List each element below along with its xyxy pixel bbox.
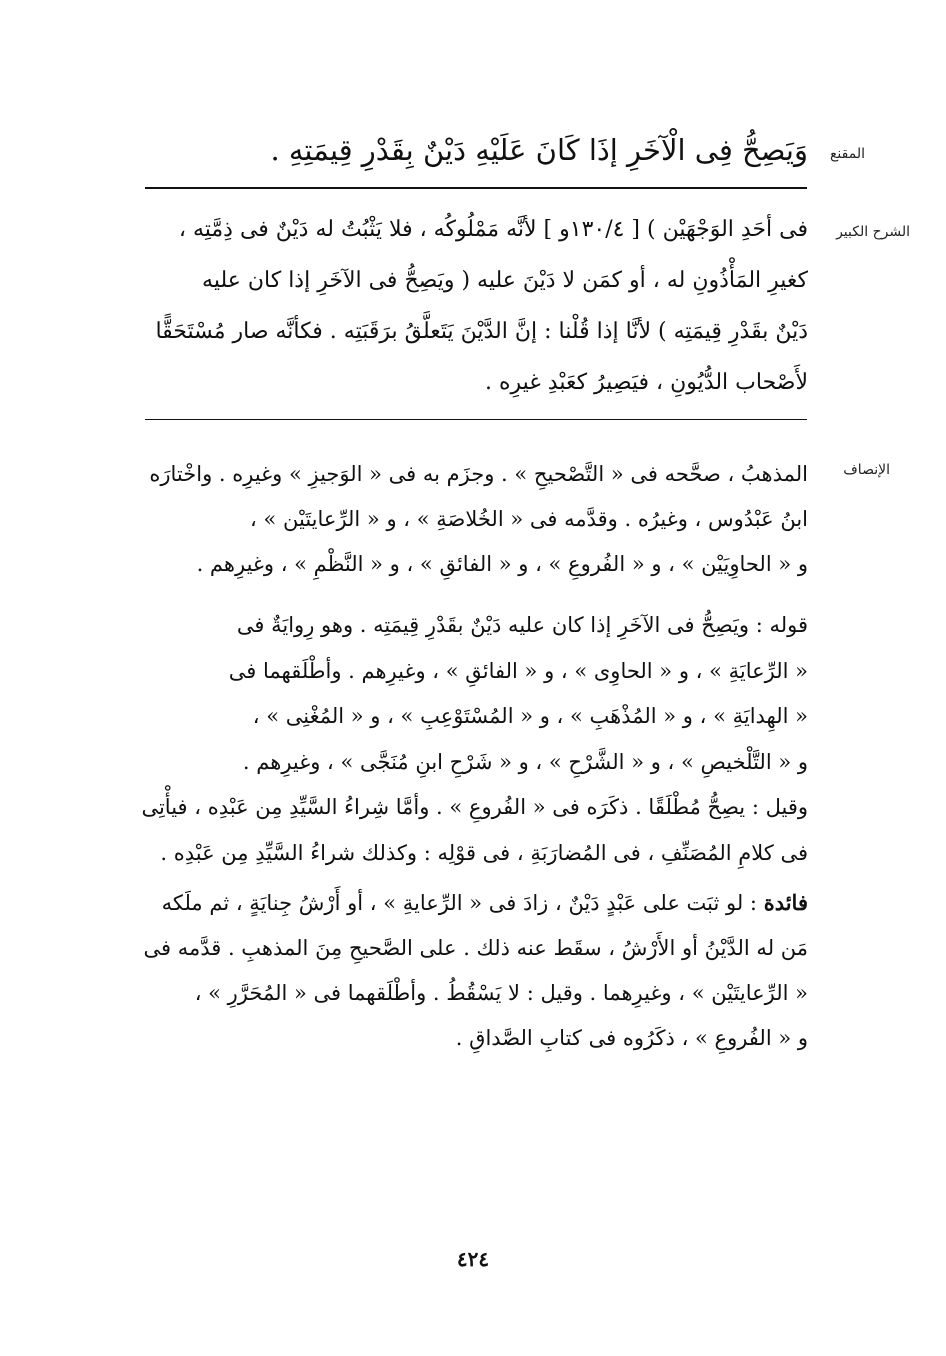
sharh-line: لأَصْحاب الدُّيُونِ ، فيَصِيرُ كعَبْدِ غيرِه . — [485, 370, 808, 395]
insaf-line: قوله : ويَصِحُّ فى الآخَرِ إذا كان عليه دَيْنٌ بقَدْرِ قِيمَتِه . وهو رِوايَةٌ فى — [236, 613, 808, 637]
matn-line: وَيَصِحُّ فِى الْآخَرِ إذَا كَانَ عَلَيْهِ دَيْنٌ بِقَدْرِ قِيمَتِهِ . — [270, 133, 808, 167]
insaf-line — [138, 880, 808, 926]
insaf-line: و « التَّلْخيصِ » ، و « الشَّرْحِ » ، و « شَرْحِ ابنِ مُنَجَّى » ، وغيرِهم . — [242, 749, 808, 774]
insaf-line: مَن له الدَّيْنُ أو الأَرْشُ ، سقَط عنه ذلك . على الصَّحيحِ مِنَ المذهبِ . قدَّمه فى — [143, 936, 808, 960]
matn-text — [138, 128, 808, 172]
insaf-line: و « الفُروعِ » ، ذكَرُوه فى كتابِ الصَّداقِ . — [455, 1026, 808, 1050]
insaf-line: « الرِّعايتَيْن » ، وغيرِهما . وقيل : لا يَسْقُطُ . وأطْلَقهما فى « المُحَرَّرِ » ، — [194, 981, 808, 1005]
sharh-line: دَيْنٌ بقَدْرِ قِيمَتِه ) لأنَّا إذا قُلْنا : إنَّ الدَّيْنَ يَتَعلَّقُ برَقَبَتِه . فكأنَّه صار مُسْتَحَقًّا — [155, 319, 808, 344]
label-sharh: الشرح الكبير — [836, 224, 910, 240]
sharh-line: فى أحَدِ الوَجْهَيْن ) [ ١٣٠/٤و ] لأنَّه مَمْلُوكُه ، فلا يَثْبُتُ له دَيْنٌ فى ذِمَّتِه ، — [178, 217, 808, 242]
faida-first-line: : لو ثبَت على عَبْدٍ دَيْنٌ ، زادَ فى « الرِّعايةِ » ، أو أَرْشُ جِنايَةٍ ، ثم ملَكه — [161, 891, 764, 915]
insaf-line: وقيل : يصِحُّ مُطْلَقًا . ذكَرَه فى « الفُروعِ » . وأمَّا شِراءُ السَّيِّدِ مِن عَبْدِه ، فيأْتِى — [141, 795, 808, 819]
label-insaf: الإنصاف — [843, 462, 890, 478]
divider-top — [145, 187, 807, 189]
insaf-paragraph-2 — [138, 603, 808, 876]
sharh-line: كغيرِ المَأْذُونِ له ، أو كمَن لا دَيْنَ عليه ( ويَصِحُّ فى الآخَرِ إذا كان عليه — [202, 268, 808, 293]
insaf-line: و « الحاوِيَيْن » ، و « الفُروعِ » ، و « الفائقِ » ، و « النَّظْمِ » ، وغيرِهم . — [196, 552, 808, 576]
sharh-text — [138, 204, 808, 408]
insaf-line: ابنُ عَبْدُوس ، وغيرُه . وقدَّمه فى « الخُلاصَةِ » ، و « الرِّعايتَيْن » ، — [250, 507, 808, 531]
page-number: ٤٢٤ — [456, 1247, 490, 1271]
label-muqni: المقنع — [829, 146, 865, 162]
insaf-paragraph-1 — [138, 452, 808, 587]
insaf-line: المذهبُ ، صحَّحه فى « التَّصْحيحِ » . وجزَم به فى « الوَجيزِ » وغيرِه . واخْتارَه — [149, 462, 808, 486]
insaf-paragraph-3 — [138, 880, 808, 1061]
insaf-line: « الهِدايَةِ » ، و « المُذْهَبِ » ، و « المُسْتَوْعِبِ » ، و « المُغْنِى » ، — [252, 704, 808, 728]
insaf-line: فى كلامِ المُصَنِّفِ ، فى المُضارَبَةِ ، فى قوْلِه : وكذلك شراءُ السَّيِّدِ مِن عَبْدِه . — [160, 840, 808, 865]
insaf-line: « الرِّعايَةِ » ، و « الحاوِى » ، و « الفائقِ » ، وغيرِهم . وأطْلَقهما فى — [228, 658, 808, 683]
faida-label: فائدة — [763, 890, 808, 915]
divider-middle — [145, 419, 807, 420]
